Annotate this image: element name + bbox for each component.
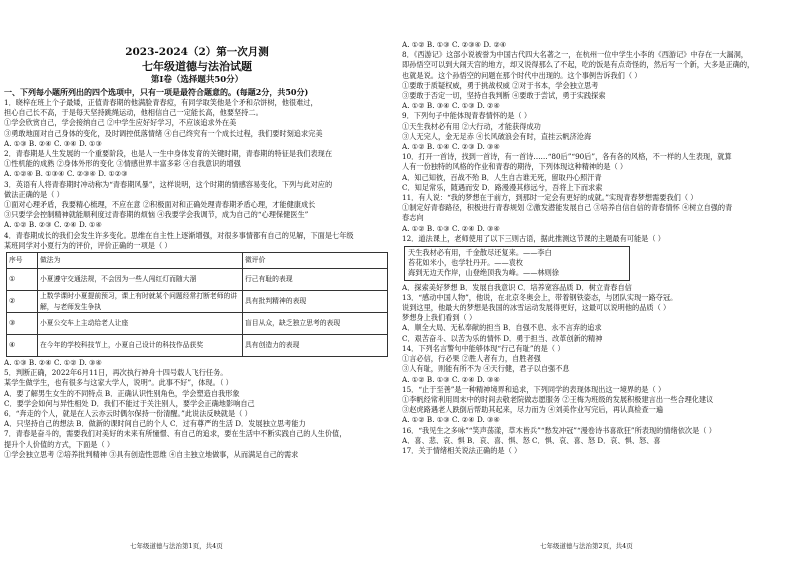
text-line: 春志向 (402, 213, 424, 223)
text-line: A．顺全大局、无私奉献的担当 B．自强不息、永不言弃的追求 (402, 323, 602, 333)
text-line: 1．晓梓在班上个子最矮，正值青春期的他满脸青春痘，有同学取笑他是个矛和尕饼树，他很难过， (4, 98, 318, 107)
text-line: A．只坚持自己的想法 B．做新的课时间自己的个人 C．过有尊严的生活 D．发展独立思考能力 (4, 419, 306, 429)
text-line: ①面对心理矛盾，我要精心梳理，不应在意 ②积极面对和正确处理青春期矛盾心理，才能健康成长 (4, 200, 316, 210)
text-line: 某学生做学生，也有很多与这家大学人，说明“。此事不好”，体现。（ ） (4, 378, 233, 388)
text-line: ①学会欣赏自己，学会接纳自己 ②中学生应好好学习，不应该追求外在美 (4, 118, 237, 128)
left-column (4, 0, 390, 460)
exam-title: 2023-2024（2）第一次月测 (125, 46, 269, 58)
text-line: 10．打开一首诗，找到一首诗，有一首诗……“80后”“90后”，各有各的风格，不一样的人生表现，就算 (402, 152, 732, 162)
text-line: 17．关于情绪相关说法正确的是（ ） (402, 445, 522, 455)
text-line: ①要敢于质疑权威，勇于挑战权威 ②对于书本，学会独立思考 (402, 80, 599, 90)
text-line: A. ①② B. ③④ C. ①③ D. ②④ (402, 101, 500, 111)
text-line: ①言必信，行必果 ②胜人者有力，自胜者强 (402, 354, 541, 364)
text-line: 人有一份独特的风格的作业和青春的期待，下列体现这种精神的是（ ） (402, 162, 628, 172)
text-line: A. ①② B. ②③ C. ②④ D. ①④ (4, 220, 102, 230)
table-row (7, 269, 388, 291)
question-block (4, 358, 390, 460)
text-line: C．知足常乐，随遇而安 D．路漫漫其修远兮，吾将上下而求索 (402, 182, 603, 192)
evaluation-table (6, 252, 388, 357)
text-line: 16．“我见生之多咏”“笑声荡漾，草木皆兵”“愁发冲冠”“漫卷诗书喜欲狂”所表现的情绪依次是（ ） (402, 425, 716, 435)
quote-line: 苔花如米小，也学牡丹开。——袁枚 (408, 258, 524, 268)
section-heading: 一、下列每小题所列出的四个选项中，只有一项是最符合题意的。(每题2分，共50分) (4, 87, 309, 97)
quote-box (404, 246, 630, 281)
table-header-cell: 序号 (7, 253, 38, 269)
text-line: 担心自己长不高，于是每天坚持跳绳运动，他相信自己一定能长高，他要坚持二。 (4, 108, 263, 118)
text-line: 2．青春期是人生发展的一个重要阶段，也是人一生中身体发育的关键时期，青春期的特征是我们表现在 (4, 149, 333, 159)
text-line: 做法正确的是（ ） (4, 189, 64, 199)
text-line: A. ①② B. ①③ C. ②③④ D. ②④ (402, 40, 507, 49)
text-line: A. ①②④ B. ①③④ C. ②③④ D. ①②③ (4, 169, 128, 179)
text-line: ③人无完人，金无足赤 ④长风破浪会有时，直挂云帆济沧海 (402, 131, 592, 141)
text-line: A. ①③ B. ②④ C. ①② D. ③④ (4, 358, 102, 368)
text-line: 5．判断正确，2022年6月11日，再次执行神舟十四号载人飞行任务。 (4, 368, 228, 378)
text-line: ①天生我材必有用 ②大行动，才能获得成功 (402, 121, 541, 131)
text-line: ③人有耻，则能有所不为 ④天行健，君子以自强不息 (402, 364, 570, 374)
text-line: 3．英语有人将青春期时冲动称为“青春期风暴”，这样说明，这个时期的情感容易变化，下列与此对应的 (4, 179, 333, 189)
text-line: 也就是说。这个孙悟空的问题在那个时代中出现的。这个事例告诉我们（ ） (402, 70, 642, 80)
question-block (402, 283, 790, 456)
text-line: A．知己知彼，百战不殆 B．人生自古谁无死，留取丹心照汗青 (402, 172, 602, 182)
table-cell: 上数学课时小夏提前预习，课上有时就某个问题经常打断老师的讲解，与老师发生争执 (38, 291, 243, 313)
page-footer-left: 七年级道德与法治第1页，共4页 (130, 542, 223, 550)
text-line: ③只要学会控制精神就能顺利度过青春期的烦恼 ④我要学会我调节，成为自己的“心理保健医生” (4, 210, 309, 220)
table-cell: ② (7, 291, 38, 313)
text-line: C．艰苦奋斗、以苦为乐的情怀 D．勇于担当、改革创新的精神 (402, 333, 603, 343)
table-cell: ③ (7, 313, 38, 335)
exam-subtitle: 七年级道德与法治试题 (142, 60, 252, 73)
table-cell: ① (7, 269, 38, 291)
text-line: 梦想身上我们看到（ ） (402, 313, 477, 323)
text-line: 9．下列句子中能体现青春情怀的是（ ） (402, 111, 532, 121)
table-header-row (7, 253, 388, 269)
table-header-cell: 做法为 (38, 253, 243, 269)
text-line: A. ①② B. ①③ C. ②④ D. ③④ (402, 223, 500, 233)
text-line: 某班同学对小夏行为的评价，评价正确的一项是（ ） (4, 240, 172, 250)
table-cell: 小夏公交车上主动给老人让座 (38, 313, 243, 335)
table-cell: 行己有耻的表现 (243, 269, 388, 291)
text-line: 即孙悟空可以到大闹天宫的地方，却又说得那么了不起，吃的饭是有点奇怪的，然后写一个新，大多是正确的， (402, 60, 755, 70)
text-line: 说到这里，他最大的梦想是我国的冰雪运动发展得更好，这最可以说明他的品质（ ） (402, 303, 671, 313)
table-header-cell: 微评价 (243, 253, 388, 269)
text-line: A．要了解男生女生的不同特点 B．正确认识性别角色，学会塑造自我形象 (4, 388, 240, 398)
text-line: ①性机能的成熟 ②身体外形的变化 ③情感世界丰富多彩 ④自我意识的增强 (4, 159, 241, 169)
text-line: ③要敢于否定一切，坚持自我判断 ④要敢于尝试，勇于实践探索 (402, 91, 606, 101)
page-footer-right: 七年级道德与法治第2页，共4页 (540, 542, 633, 550)
quote-line: 天生我材必有用，千金散尽还复来。——李白 (408, 248, 552, 258)
text-line: A. ①② B. ①③ C. ②④ D. ③④ (402, 415, 500, 425)
text-line: A. ①③ B. ②④ C. ③④ D. ①③ (4, 138, 102, 148)
text-line: 4．青春期成长的我们会发生许多变化。思维在自主性上逐渐增强，对很多事情都有自己的见解，下面是七年级 (4, 230, 354, 240)
right-column (402, 40, 790, 456)
table-cell: 具有批判精神的表现 (243, 291, 388, 313)
text-line: A．探索美好梦想 B．发展自我意识 C．培养宽容品质 D．树立青春自信 (402, 282, 632, 292)
text-line: 11．有人说：“我的梦想在于前方，到那时一定会有更好的成就。”实现青春梦想需要我们（ ） (402, 193, 698, 203)
text-line: A. ①② B. ①④ C. ②③ D. ③④ (402, 142, 500, 152)
text-line: 7．青春是奋斗的，需要我们对美好的未来有所憧憬、有自己的追求，要在生活中不断实践自己的人生价值， (4, 429, 347, 439)
text-line: 13．“感动中国人物”，他说，在北京冬奥会上，带着钢铁姿态，与团队实现一路夺冠。 (402, 292, 678, 302)
text-line: ①制定好青春路径，积极进行青春规划 ②激发潜能发展自己 ③培养自信自信的青春情怀 ④树立自强的青 (402, 203, 733, 213)
question-block (4, 98, 390, 251)
text-line: C．要学会如何与异性相处 D．我们不能过于关注别人，要学会正确地影响自己 (4, 398, 255, 408)
table-cell: 在今年的学校科技节上，小夏自己设计的科技作品获奖 (38, 335, 243, 357)
table-cell: 盲目从众，缺乏独立思考的表现 (243, 313, 388, 335)
text-line: ①学会独立思考 ②培养批判精神 ③具有创造性思维 ④自主独立地做事，从而满足自己的需求 (4, 449, 299, 459)
table-cell: 具有创造力的表现 (243, 335, 388, 357)
part-heading: 第Ⅰ卷（选择题共50分） (150, 75, 244, 85)
text-line: ①李帆经常利用周末中的时间去敬老院做志愿服务 ②王梅为班级的发展积极建言出一些合理化建议 (402, 394, 714, 404)
text-line: ③勇敢地面对自己身体的变化，及时调控低落情绪 ④自己终究有一个成长过程，我们要时刻追求完美 (4, 128, 323, 138)
table-cell: ④ (7, 335, 38, 357)
table-row (7, 313, 388, 335)
table-row (7, 291, 388, 313)
question-block (402, 40, 790, 244)
text-line: A．喜、悲、哀、惧 B．哀、喜、惧、怒 C．惧、哀、喜、怒 D．哀、惧、怒、喜 (402, 435, 661, 445)
quote-line: 海到无边天作岸，山登绝顶我为峰。——林则徐 (408, 268, 559, 278)
table-cell: 小夏遵守交通法规，不会因为一些人闯红灯而随大溜 (38, 269, 243, 291)
table-row (7, 335, 388, 357)
text-line: A. ①② B. ①③ C. ②④ D. ③④ (402, 374, 500, 384)
text-line: 6．“奔走的个人，就是在人云亦云时偶尔保持一份清醒。”此说法反映就是（ ） (4, 409, 252, 419)
text-line: ③赵虎路遇老人跌倒后帮助其起来，尽力而为 ④刘美作业写完后，再认真检查一遍 (402, 405, 664, 415)
text-line: 12．道法课上，老师使用了以下三则古语，据此推测这节课的主题最有可能是（ ） (402, 233, 665, 243)
text-line: 提升个人价值的方式，下面是（ ） (4, 439, 115, 449)
text-line: 15．“止于至善”是一种精神境界和追求，下列同学的表现体现出这一境界的是（ ） (402, 384, 666, 394)
text-line: 8．《西游记》这部小说被誉为中国古代四大名著之一，在杭州一位中学生小李的《西游记》中存在一大漏洞， (402, 50, 748, 60)
text-line: 14．下列名言警句中能够体现“行己有耻”的是（ ） (402, 343, 565, 353)
